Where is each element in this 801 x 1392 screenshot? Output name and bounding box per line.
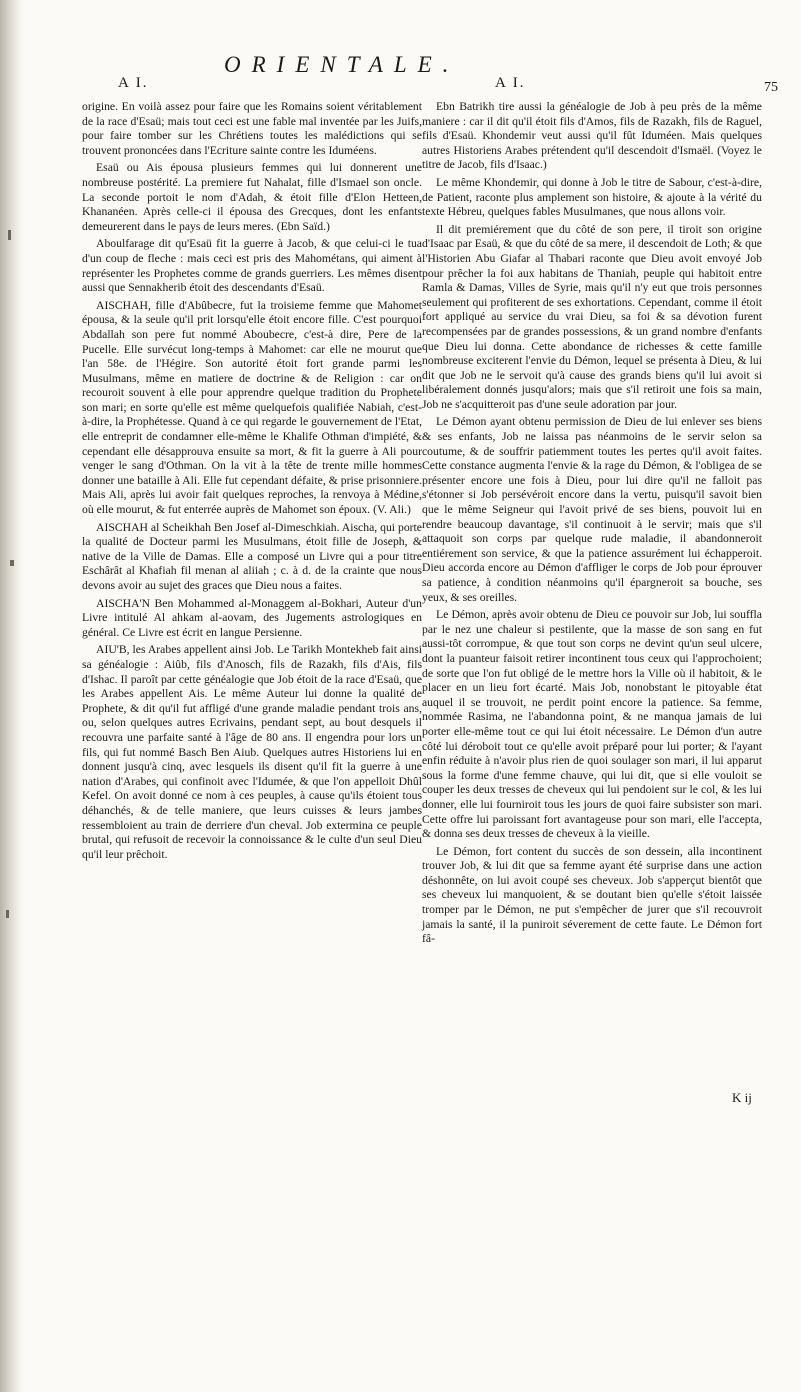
paragraph: Ebn Batrikh tire aussi la généalogie de Job à peu près de la même maniere : car il dit qu'il étoit fils d'Amos, fils de Razakh, fils de Raguel, fils d'Esaü. Khondemir veut aussi qu'il fût Iduméen. Mais quelques autres Historiens Arabes prétendent qu'il descendoit d'Ismaël. (Voyez le titre de Jacob, fils d'Isaac.) bbox=[422, 100, 762, 172]
margin-speck bbox=[8, 230, 11, 240]
running-head: ORIENTALE. bbox=[224, 52, 460, 77]
page-number: 75 bbox=[764, 80, 778, 95]
signature-mark: K ij bbox=[732, 1090, 752, 1105]
paragraph: Le même Khondemir, qui donne à Job le titre de Sabour, c'est-à-dire, de Patient, raconte plus amplement son histoire, & ajoute à la vérité du texte Hébreu, quelques fables Musulmanes, que nous allons voir. bbox=[422, 175, 762, 219]
paragraph: Le Démon ayant obtenu permission de Dieu de lui enlever ses biens & ses enfants, Job ne laissa pas néanmoins de le servir selon sa coutume, & de souffrir patiemment toutes les pertes qu'il avoit faites. Cette constance augmenta l'envie & la rage du Démon, & l'obligea de se présenter encore une fois à Dieu, pour lui dire qu'il ne falloit pas s'étonner si Job persévéroit encore dans la vertu, puisqu'il savoit bien que le même Seigneur qui l'avoit privé de ses biens, pouvoit lui en rendre beaucoup davantage, s'il continuoit à le servir; mais que s'il attaquoit son corps par quelque rude maladie, il abandonneroit entiérement son service, & que la patience assurément lui échapperoit. Dieu accorda encore au Démon d'affliger le corps de Job pour éprouver sa patience, à condition néanmoins qu'il épargneroit sa bouche, ses yeux, & ses oreilles. bbox=[422, 415, 762, 604]
right-column bbox=[422, 100, 762, 950]
paragraph: Il dit premiérement que du côté de son pere, il tiroit son origine d'Isaac par Esaü, & que du côté de sa mere, il descendoit de Loth; & que l'Historien Abu Giafar al Thabari raconte que Dieu avoit envoyé Job pour prêcher la foi aux habitans de Thaniah, peuple qui habitoit entre Ramla & Damas, Villes de Syrie, mais qu'il n'y eut que trois personnes seulement qui profiterent de ses exhortations. Cependant, comme il étoit fort appliqué au service du vrai Dieu, sa foi & sa dévotion furent recompensées par de grandes possessions, & un grand nombre d'enfants que Dieu lui donna. Cette abondance de richesses & cette famille nombreuse exciterent l'envie du Démon, lequel se présenta à Dieu, & lui dit que Job ne le servoit qu'à cause des grands biens qu'il lui avoit si libéralement donnés jusqu'alors; mais que s'il retiroit une fois sa main, Job ne s'acquitteroit pas d'une seule adoration par jour. bbox=[422, 222, 762, 411]
paragraph: AISCHA'N Ben Mohammed al-Monaggem al-Bokhari, Auteur d'un Livre intitulé Al ahkam al-aovam, des Jugements astrologiques en général. Ce Livre est écrit en langue Persienne. bbox=[82, 596, 422, 639]
right-column-heading: A I. bbox=[495, 75, 526, 91]
margin-speck bbox=[10, 560, 14, 566]
paragraph: AISCHAH al Scheikhah Ben Josef al-Dimeschkiah. Aischa, qui porte la qualité de Docteur parmi les Musulmans, étoit fille de Joseph, & native de la Ville de Damas. Elle a composé un Livre qui a pour titre Eschârât al Khafiah fil menan al aliiah ; c. à d. de la crainte que nous devons avoir au sujet des graces que Dieu nous a faites. bbox=[82, 520, 422, 592]
left-column bbox=[82, 100, 422, 865]
paragraph: Aboulfarage dit qu'Esaü fit la guerre à Jacob, & que celui-ci le tua d'un coup de fleche : mais ceci est pris des Mahométans, qui aiment à représenter les Prophetes comme de grands guerriers. Les mêmes disent aussi que Sennakherib étoit des descendants d'Esaü. bbox=[82, 237, 422, 295]
paragraph: Le Démon, fort content du succès de son dessein, alla incontinent trouver Job, & lui dit que sa femme ayant été surprise dans une action déshonnête, on lui avoit coupé ses cheveux. Job s'apperçut bientôt que ses cheveux lui manquoient, & se doutant bien qu'elle s'étoit laissée tromper par le Démon, ne put s'empêcher de jurer que s'il recouvroit jamais la santé, il la puniroit séverement de cette faute. Le Démon fort fâ- bbox=[422, 844, 762, 946]
paragraph: origine. En voilà assez pour faire que les Romains soient véritablement de la race d'Esaü; mais tout ceci est une fable mal inventée par les Juifs, pour faire tomber sur les Chrétiens toutes les malédictions qui se trouvent prononcées dans l'Ecriture sainte contre les Iduméens. bbox=[82, 100, 422, 157]
paragraph: Le Démon, après avoir obtenu de Dieu ce pouvoir sur Job, lui souffla par le nez une chaleur si pestilente, que la masse de son sang en fut aussi-tôt corrompue, & que tout son corps ne devint qu'un seul ulcere, dont la puanteur faisoit retirer incontinent tous ceux qui l'approchoient; de sorte que l'on fut obligé de le mettre hors la Ville où il habitoit, & le placer en un lieu fort écarté. Mais Job, nonobstant le pitoyable état auquel il se trouvoit, ne perdit point encore la patience. Sa femme, nommée Rasima, ne l'abandonna point, & ne manqua jamais de lui porter elle-même tout ce qui lui étoit nécessaire. Le Démon d'un autre côté lui déroboit tout ce qu'elle avoit préparé pour lui porter; & l'ayant enfin réduite à n'avoir plus rien de quoi soulager son mari, il lui apparut sous la forme d'une femme chauve, qui lui dit, que si elle vouloit se couper les deux tresses de cheveux qui lui pendoient sur le col, & les lui donner, elle lui fourniroit tous les jours de quoi faire subsister son mari. Cette offre lui paroissant fort avantageuse pour son mari, elle l'accepta, & donna ses deux tresses de cheveux à la vieille. bbox=[422, 608, 762, 841]
left-column-heading: A I. bbox=[118, 75, 149, 91]
paragraph: AIU'B, les Arabes appellent ainsi Job. Le Tarikh Montekheb fait ainsi sa généalogie : Aiûb, fils d'Anosch, fils de Razakh, fils d'Ais, fils d'Ishac. Il paroît par cette généalogie que Job étoit de la race d'Esaü, que les Arabes appellent Ais. Le même Auteur lui donne la qualité de Prophete, & dit qu'il fut affligé d'une grande maladie pendant trois ans, ou, selon quelques autres Ecrivains, pendant sept, au bout desquels il recouvra une parfaite santé à l'âge de 80 ans. Il engendra pour lors un fils, qui fut nommé Basch Ben Aiub. Quelques autres Historiens lui en donnent jusqu'à cinq, avec lesquels ils disent qu'il fit la guerre à une nation d'Arabes, qui confinoit avec l'Idumée, & que l'on appelloit Dhûl Kefel. On avoit donné ce nom à ces peuples, à cause qu'ils étoient tous déhanchés, & de telle maniere, que leurs cuisses & leurs jambes ressembloient au train de derriere d'un cheval. Job extermina ce peuple brutal, qui refusoit de recevoir la connoissance & le culte d'un seul Dieu qu'il leur prêchoit. bbox=[82, 643, 422, 861]
paragraph: AISCHAH, fille d'Abûbecre, fut la troisieme femme que Mahomet épousa, & la seule qu'il prit lorsqu'elle étoit encore fille. C'est pourquoi Abdallah son pere fut nommé Aboubecre, c'est-à dire, Pere de la Pucelle. Elle survécut long-temps à Mahomet: car elle ne mourut que l'an 58e. de l'Hégire. Son autorité étoit fort grande parmi les Musulmans, même en matiere de doctrine & de Religion : car on recouroit souvent à elle pour apprendre quelque tradition du Prophete son mari; en sorte qu'elle est même quelquefois qualifiée Nabiah, c'est-à-dire, la Prophétesse. Quand à ce qui regarde le gouvernement de l'Etat, elle entreprit de condamner elle-même le Khalife Othman d'impiété, & cependant elle désapprouva ensuite sa mort, & fit la guerre à Ali pour venger le sang d'Othman. On la vit à la tête de trente mille hommes donner une bataille à Ali. Elle fut cependant défaite, & prise prisonniere. Mais Ali, après lui avoir fait quelques reproches, la renvoya à Médine, où elle mourut, & fut enterrée auprès de Mahomet son époux. (V. Ali.) bbox=[82, 298, 422, 517]
margin-speck bbox=[6, 910, 9, 918]
page-edge-shadow bbox=[0, 0, 22, 1392]
paragraph: Esaü ou Ais épousa plusieurs femmes qui lui donnerent une nombreuse postérité. La premiere fut Nahalat, fille d'Ismael son oncle. La seconde portoit le nom d'Adah, & étoit fille d'Elon Hetteen, Khananéen. Après celle-ci il épousa des Grecques, dont les enfants demeurerent dans le pays de leurs meres. (Ebn Saïd.) bbox=[82, 161, 422, 233]
